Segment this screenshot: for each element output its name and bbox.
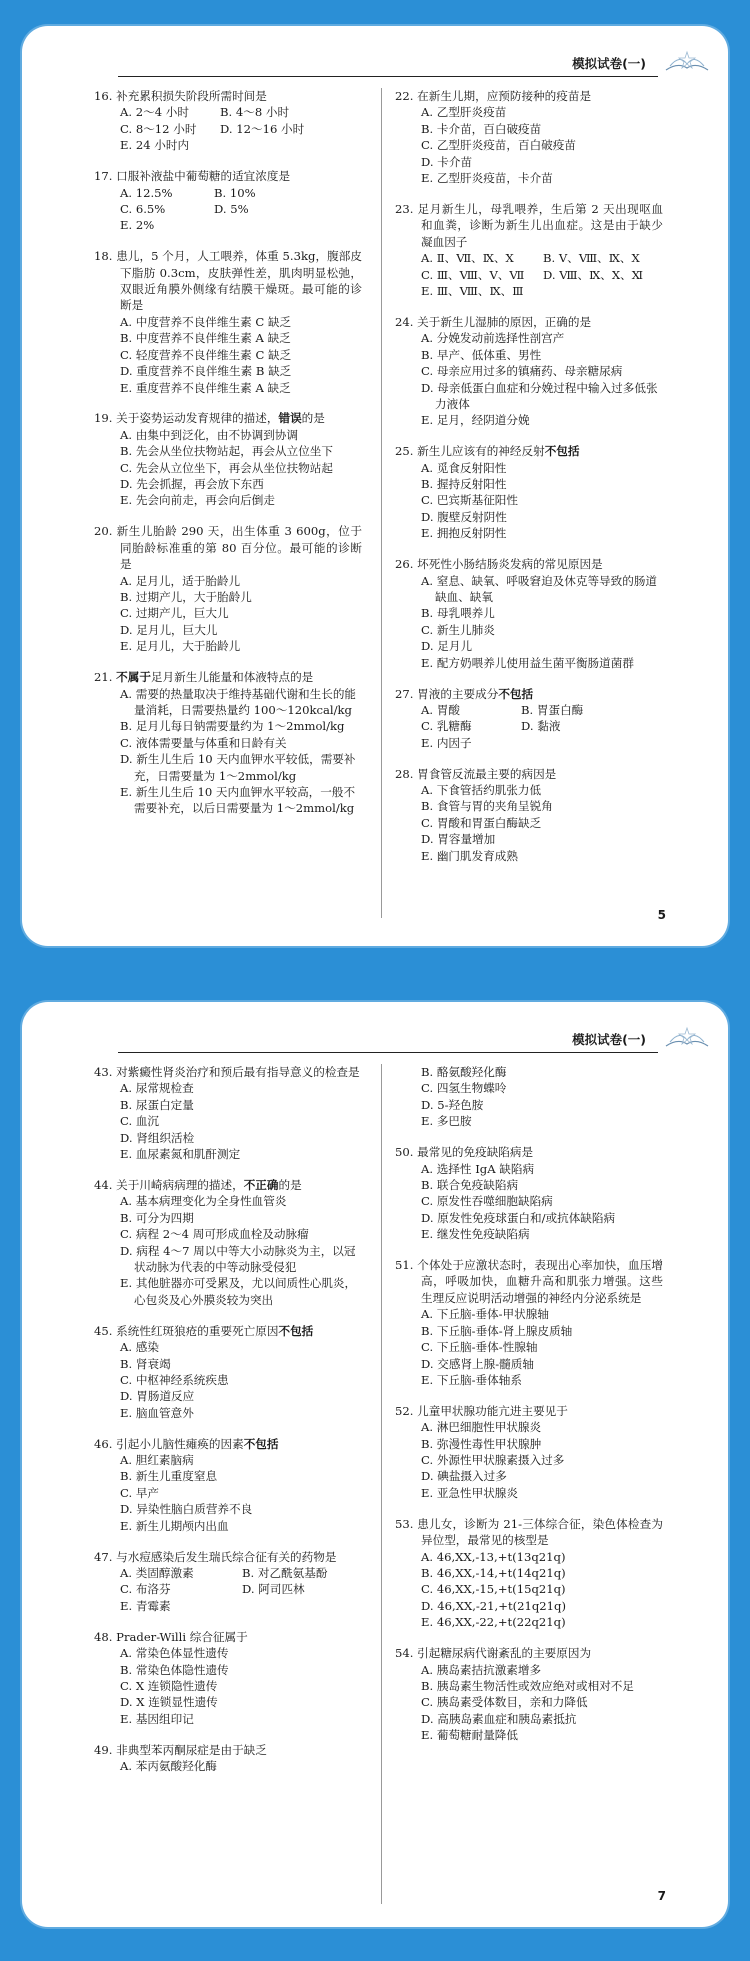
question-number: 16. bbox=[94, 89, 113, 103]
answer-options bbox=[395, 104, 663, 186]
answer-options bbox=[395, 782, 663, 864]
question-text-tail: 的是 bbox=[278, 1177, 302, 1192]
question-item bbox=[94, 410, 362, 508]
answer-option: C. 病程 2～4 周可形成血栓及动脉瘤 bbox=[120, 1227, 309, 1242]
answer-option: C. 外源性甲状腺素摄入过多 bbox=[421, 1453, 565, 1468]
answer-option: B. 46,XX,-14,+t(14q21q) bbox=[421, 1565, 566, 1580]
answer-option: B. 10% bbox=[214, 185, 256, 200]
question-number: 17. bbox=[94, 169, 113, 184]
answer-option: D. 高胰岛素血症和胰岛素抵抗 bbox=[421, 1711, 577, 1726]
answer-option: E. Ⅲ、Ⅷ、Ⅸ、Ⅲ bbox=[421, 283, 524, 298]
answer-option: D. 病程 4～7 周以中等大小动脉炎为主，以冠状动脉为代表的中等动脉受侵犯 bbox=[120, 1243, 356, 1274]
page-header bbox=[22, 52, 728, 78]
answer-option: C. 新生儿肺炎 bbox=[421, 622, 495, 637]
question-number: 24. bbox=[395, 314, 414, 329]
answer-option: A. 淋巴细胞性甲状腺炎 bbox=[421, 1420, 542, 1435]
question-stem bbox=[94, 1323, 362, 1339]
answer-options bbox=[94, 1758, 362, 1774]
answer-option: D. 胃容量增加 bbox=[421, 832, 496, 847]
answer-option: B. 可分为四期 bbox=[120, 1210, 194, 1225]
answer-option: B. 握持反射阳性 bbox=[421, 477, 507, 492]
answer-options bbox=[94, 104, 362, 153]
answer-option: C. 巴宾斯基征阳性 bbox=[421, 493, 518, 508]
answer-option: E. 拥抱反射阴性 bbox=[421, 526, 507, 541]
answer-option: A. 中度营养不良伴维生素 C 缺乏 bbox=[120, 314, 292, 329]
answer-option: B. Ⅴ、Ⅷ、Ⅸ、Ⅹ bbox=[543, 251, 640, 266]
question-number: 48. bbox=[94, 1629, 113, 1644]
answer-option: C. 乳糖酶 bbox=[421, 719, 472, 734]
answer-option: A. 由集中到泛化，由不协调到协调 bbox=[120, 427, 299, 442]
answer-option: B. 胰岛素生物活性或效应绝对或相对不足 bbox=[421, 1678, 634, 1693]
answer-option: A. 基本病理变化为全身性血管炎 bbox=[120, 1194, 287, 1209]
answer-option: E. 足月儿，大于胎龄儿 bbox=[120, 639, 241, 654]
header-title: 模拟试卷(一) bbox=[572, 1032, 646, 1047]
question-number: 19. bbox=[94, 411, 113, 426]
answer-option: C. 先会从立位坐下，再会从坐位扶物站起 bbox=[120, 460, 333, 475]
question-stem bbox=[395, 88, 663, 104]
question-number: 43. bbox=[94, 1065, 113, 1079]
answer-option: E. 内因子 bbox=[421, 735, 472, 750]
answer-option: E. 基因组印记 bbox=[120, 1711, 194, 1726]
answer-option: A. 窒息、缺氧、呼吸窘迫及休克等导致的肠道缺血、缺氧 bbox=[421, 573, 658, 604]
answer-options bbox=[94, 1339, 362, 1421]
answer-options bbox=[395, 1549, 663, 1631]
question-text: 在新生儿期，应预防接种的疫苗是 bbox=[417, 89, 592, 103]
answer-option: C. 过期产儿，巨大儿 bbox=[120, 606, 229, 621]
answer-option: C. 8～12 小时 bbox=[120, 121, 197, 136]
question-text: 新生儿胎龄 290 天，出生体重 3 600g，位于同胎龄标准重的第 80 百分位。最可能的诊断是 bbox=[116, 524, 362, 572]
answer-option: B. 先会从坐位扶物站起，再会从立位坐下 bbox=[120, 444, 333, 459]
question-stem bbox=[395, 201, 663, 250]
answer-option: C. 下丘脑-垂体-性腺轴 bbox=[421, 1340, 538, 1355]
answer-options bbox=[395, 330, 663, 428]
answer-option: B. 早产、低体重、男性 bbox=[421, 347, 542, 362]
question-text: 引起糖尿病代谢紊乱的主要原因为 bbox=[417, 1646, 592, 1661]
answer-option: A. 2～4 小时 bbox=[120, 105, 189, 120]
answer-option: B. 尿蛋白定量 bbox=[120, 1097, 194, 1112]
answer-option: D. 阿司匹林 bbox=[242, 1582, 305, 1597]
answer-option: A. 需要的热量取决于维持基础代谢和生长的能量消耗，日需要热量约 100～120kcal/kg bbox=[120, 686, 357, 717]
question-stem bbox=[395, 1516, 663, 1549]
answer-option: A. 觅食反射阳性 bbox=[421, 460, 507, 475]
answer-option: D. 黏液 bbox=[521, 719, 561, 734]
answer-option: C. X 连锁隐性遗传 bbox=[120, 1678, 218, 1693]
answer-option: D. 5-羟色胺 bbox=[421, 1097, 484, 1112]
question-item bbox=[395, 1144, 663, 1242]
question-number: 18. bbox=[94, 249, 113, 264]
question-stem bbox=[395, 1645, 663, 1661]
question-number: 52. bbox=[395, 1403, 414, 1418]
answer-option: B. 联合免疫缺陷病 bbox=[421, 1177, 519, 1192]
answer-option: E. 乙型肝炎疫苗，卡介苗 bbox=[421, 171, 553, 186]
answer-option: C. 液体需要量与体重和日龄有关 bbox=[120, 735, 287, 750]
question-number: 20. bbox=[94, 524, 113, 539]
answer-option: C. 早产 bbox=[120, 1485, 160, 1500]
answer-option: D. 肾组织活检 bbox=[120, 1130, 195, 1145]
answer-option: C. 血沉 bbox=[120, 1114, 160, 1129]
answer-option: D. X 连锁显性遗传 bbox=[120, 1695, 218, 1710]
answer-option: E. 新生儿生后 10 天内血钾水平较高，一般不需要补充，以后日需要量为 1～2mmol/kg bbox=[120, 784, 356, 816]
answer-option: C. 乙型肝炎疫苗，百白破疫苗 bbox=[421, 138, 576, 153]
question-number: 46. bbox=[94, 1436, 113, 1451]
question-stem bbox=[395, 1403, 663, 1419]
answer-option: C. 布洛芬 bbox=[120, 1582, 171, 1597]
question-text: 新生儿应该有的神经反射 bbox=[417, 444, 545, 459]
question-stem bbox=[395, 1144, 663, 1160]
answer-option: A. 46,XX,-13,+t(13q21q) bbox=[421, 1549, 566, 1564]
answer-option: E. 其他脏器亦可受累及，尤以间质性心肌炎，心包炎及心外膜炎较为突出 bbox=[120, 1276, 357, 1307]
answer-option: A. 下食管括约肌张力低 bbox=[421, 783, 542, 798]
left-column bbox=[94, 1064, 362, 1904]
question-number: 26. bbox=[395, 557, 414, 572]
question-text: 非典型苯丙酮尿症是由于缺乏 bbox=[116, 1742, 267, 1757]
question-text-tail: 足月新生儿能量和体液特点的是 bbox=[150, 670, 314, 685]
answer-option: B. 足月儿每日钠需要量约为 1～2mmol/kg bbox=[120, 719, 345, 734]
question-text-tail: 的是 bbox=[301, 411, 325, 426]
question-item bbox=[395, 1403, 663, 1501]
question-stem bbox=[395, 686, 663, 702]
answer-option: A. 常染色体显性遗传 bbox=[120, 1646, 229, 1661]
answer-option: B. 下丘脑-垂体-肾上腺皮质轴 bbox=[421, 1323, 573, 1338]
question-keyword: 不包括 bbox=[544, 444, 580, 459]
answer-option: C. 胰岛素受体数目，亲和力降低 bbox=[421, 1695, 588, 1710]
question-item bbox=[94, 1177, 362, 1308]
answer-options bbox=[395, 1419, 663, 1501]
answer-option: E. 重度营养不良伴维生素 A 缺乏 bbox=[120, 380, 291, 395]
page-header bbox=[22, 1028, 728, 1054]
answer-option: D. 交感肾上腺-髓质轴 bbox=[421, 1356, 534, 1371]
answer-option: B. 肾衰竭 bbox=[120, 1356, 171, 1371]
question-text: 儿童甲状腺功能亢进主要见于 bbox=[417, 1403, 568, 1418]
question-text: 与水痘感染后发生瑞氏综合征有关的药物是 bbox=[116, 1549, 337, 1564]
page-content bbox=[94, 88, 672, 918]
answer-option: B. 食管与胃的夹角呈锐角 bbox=[421, 799, 553, 814]
question-text: 足月新生儿，母乳喂养，生后第 2 天出现呕血和血粪，诊断为新生儿出血症。这是由于缺少凝血因子 bbox=[417, 201, 663, 249]
question-stem bbox=[94, 88, 362, 104]
question-number: 21. bbox=[94, 670, 113, 685]
page-content bbox=[94, 1064, 672, 1904]
answer-option: D. 原发性免疫球蛋白和/或抗体缺陷病 bbox=[421, 1210, 616, 1225]
answer-option: C. 中枢神经系统疾患 bbox=[120, 1372, 229, 1387]
question-text: 关于姿势运动发育规律的描述， bbox=[116, 411, 279, 426]
answer-option: E. 先会向前走，再会向后倒走 bbox=[120, 493, 275, 508]
question-item bbox=[94, 248, 362, 396]
question-number: 50. bbox=[395, 1145, 414, 1160]
answer-option: E. 血尿素氮和肌酐测定 bbox=[120, 1147, 241, 1162]
question-stem bbox=[94, 1742, 362, 1758]
question-text: 引起小儿脑性瘫痪的因素 bbox=[116, 1436, 244, 1451]
answer-option: E. 亚急性甲状腺炎 bbox=[421, 1485, 518, 1500]
question-item bbox=[395, 88, 663, 186]
question-item bbox=[94, 523, 362, 654]
question-number: 25. bbox=[395, 444, 414, 459]
question-number: 54. bbox=[395, 1646, 414, 1661]
answer-options bbox=[395, 573, 663, 671]
book-logo-icon bbox=[662, 1024, 712, 1052]
question-text: 关于川崎病病理的描述， bbox=[116, 1177, 244, 1192]
page-number: 7 bbox=[657, 1889, 666, 1903]
answer-option: A. 感染 bbox=[120, 1340, 159, 1355]
answer-option: A. 12.5% bbox=[120, 185, 173, 200]
answer-option: A. 苯丙氨酸羟化酶 bbox=[120, 1759, 217, 1774]
answer-option: B. 常染色体隐性遗传 bbox=[120, 1662, 229, 1677]
answer-option: B. 胃蛋白酶 bbox=[521, 702, 584, 717]
question-keyword: 不包括 bbox=[243, 1436, 279, 1451]
page-card-2 bbox=[22, 1002, 728, 1927]
question-text: 对紫癜性肾炎治疗和预后最有指导意义的检查是 bbox=[116, 1065, 360, 1079]
question-text: 胃液的主要成分 bbox=[417, 686, 499, 701]
answer-option: E. 葡萄糖耐量降低 bbox=[421, 1728, 518, 1743]
answer-option: C. 四氢生物蝶呤 bbox=[421, 1081, 507, 1096]
question-stem bbox=[94, 410, 362, 426]
answer-option: D. 12～16 小时 bbox=[220, 121, 305, 136]
answer-option: E. 新生儿期颅内出血 bbox=[120, 1518, 229, 1533]
question-stem bbox=[395, 443, 663, 459]
column-divider bbox=[381, 88, 382, 918]
question-stem bbox=[94, 168, 362, 184]
answer-option: E. 脑血管意外 bbox=[120, 1405, 194, 1420]
answer-option: D. 异染性脑白质营养不良 bbox=[120, 1502, 253, 1517]
question-text: 坏死性小肠结肠炎发病的常见原因是 bbox=[417, 557, 603, 572]
question-text: 患儿女，诊断为 21-三体综合征，染色体检查为异位型，最常见的核型是 bbox=[417, 1516, 664, 1548]
question-stem bbox=[395, 556, 663, 572]
answer-option: C. Ⅲ、Ⅷ、Ⅴ、Ⅶ bbox=[421, 267, 525, 282]
question-item bbox=[395, 1064, 663, 1130]
question-stem bbox=[94, 248, 362, 314]
question-stem bbox=[94, 1064, 362, 1080]
question-text: 补充累积损失阶段所需时间是 bbox=[116, 89, 267, 103]
question-stem bbox=[94, 1177, 362, 1193]
question-stem bbox=[395, 314, 663, 330]
answer-option: D. 重度营养不良伴维生素 B 缺乏 bbox=[120, 364, 292, 379]
answer-option: A. 下丘脑-垂体-甲状腺轴 bbox=[421, 1307, 549, 1322]
question-item bbox=[395, 766, 663, 864]
page-number: 5 bbox=[657, 908, 666, 922]
answer-options bbox=[395, 460, 663, 542]
answer-option: A. 胆红素脑病 bbox=[120, 1453, 194, 1468]
question-item bbox=[395, 314, 663, 429]
answer-options bbox=[94, 1645, 362, 1727]
answer-option: D. 5% bbox=[214, 201, 249, 216]
answer-option: E. 幽门肌发育成熟 bbox=[421, 848, 518, 863]
question-item bbox=[94, 1629, 362, 1727]
answer-options bbox=[94, 185, 362, 234]
question-item bbox=[395, 201, 663, 299]
question-number: 51. bbox=[395, 1258, 414, 1273]
question-stem bbox=[94, 669, 362, 685]
question-text: 系统性红斑狼疮的重要死亡原因 bbox=[116, 1323, 279, 1338]
answer-option: D. 腹壁反射阴性 bbox=[421, 509, 507, 524]
question-stem bbox=[395, 1257, 663, 1306]
answer-option: E. 2% bbox=[120, 218, 155, 233]
answer-option: E. 24 小时内 bbox=[120, 138, 190, 153]
answer-option: E. 配方奶喂养儿使用益生菌平衡肠道菌群 bbox=[421, 655, 634, 670]
answer-options bbox=[395, 1306, 663, 1388]
answer-option: A. 胃酸 bbox=[421, 702, 460, 717]
question-number: 22. bbox=[395, 89, 414, 103]
question-item bbox=[395, 1516, 663, 1631]
question-keyword: 错误 bbox=[278, 411, 302, 426]
right-column bbox=[395, 1064, 663, 1904]
question-text: 个体处于应激状态时，表现出心率加快，血压增高，呼吸加快，血糖升高和肌张力增强。这些生理反应说明活动增强的神经内分泌系统是 bbox=[417, 1258, 663, 1305]
answer-options bbox=[94, 1080, 362, 1162]
answer-option: A. 分娩发动前选择性剖宫产 bbox=[421, 331, 565, 346]
question-item bbox=[94, 88, 362, 154]
answer-option: E. 46,XX,-22,+t(22q21q) bbox=[421, 1615, 566, 1630]
header-title: 模拟试卷(一) bbox=[572, 56, 646, 71]
question-text: 口服补液盐中葡萄糖的适宜浓度是 bbox=[116, 169, 291, 184]
question-item bbox=[395, 443, 663, 541]
question-stem bbox=[94, 1549, 362, 1565]
question-stem bbox=[94, 1629, 362, 1645]
question-text: 胃食管反流最主要的病因是 bbox=[417, 766, 557, 781]
header-rule bbox=[118, 1052, 658, 1053]
question-keyword: 不正确 bbox=[243, 1177, 279, 1192]
answer-option: C. 轻度营养不良伴维生素 C 缺乏 bbox=[120, 347, 292, 362]
answer-options bbox=[94, 1565, 362, 1614]
question-item bbox=[395, 1645, 663, 1743]
question-item bbox=[94, 1323, 362, 1421]
question-item bbox=[395, 686, 663, 752]
answer-option: D. 碘盐摄入过多 bbox=[421, 1469, 507, 1484]
answer-option: A. 选择性 IgA 缺陷病 bbox=[421, 1161, 535, 1176]
question-item bbox=[94, 1436, 362, 1534]
answer-options bbox=[94, 573, 362, 655]
page-card-1 bbox=[22, 26, 728, 946]
answer-options bbox=[94, 1452, 362, 1534]
answer-option: B. 对乙酰氨基酚 bbox=[242, 1565, 328, 1580]
answer-option: C. 原发性吞噬细胞缺陷病 bbox=[421, 1194, 553, 1209]
answer-option: D. 新生儿生后 10 天内血钾水平较低，需要补充，日需要量为 1～2mmol/kg bbox=[120, 752, 356, 783]
answer-option: E. 下丘脑-垂体轴系 bbox=[421, 1372, 522, 1387]
answer-option: D. 先会抓握，再会放下东西 bbox=[120, 477, 264, 492]
question-text: 关于新生儿湿肺的原因，正确的是 bbox=[417, 314, 592, 329]
question-stem bbox=[94, 1436, 362, 1452]
answer-option: B. 中度营养不良伴维生素 A 缺乏 bbox=[120, 331, 291, 346]
answer-option: C. 母亲应用过多的镇痛药、母亲糖尿病 bbox=[421, 364, 623, 379]
answer-options bbox=[94, 1193, 362, 1308]
question-text: Prader-Willi 综合征属于 bbox=[116, 1629, 248, 1644]
answer-option: B. 酪氨酸羟化酶 bbox=[421, 1065, 507, 1079]
answer-options bbox=[94, 427, 362, 509]
question-text: 最常见的免疫缺陷病是 bbox=[417, 1145, 534, 1160]
question-number: 53. bbox=[395, 1516, 414, 1531]
answer-option: B. 卡介苗，百白破疫苗 bbox=[421, 121, 542, 136]
question-item bbox=[94, 1549, 362, 1615]
answer-options bbox=[395, 1161, 663, 1243]
answer-option: A. 乙型肝炎疫苗 bbox=[421, 105, 507, 120]
answer-option: D. 足月儿，巨大儿 bbox=[120, 622, 218, 637]
answer-option: D. 足月儿 bbox=[421, 639, 473, 654]
answer-options bbox=[395, 1662, 663, 1744]
question-stem bbox=[395, 766, 663, 782]
question-text: 患儿，5 个月，人工喂养，体重 5.3kg，腹部皮下脂肪 0.3cm，皮肤弹性差，肌肉明显松弛，双眼近角膜外侧缘有结膜干燥斑。最可能的诊断是 bbox=[116, 249, 362, 313]
right-column bbox=[395, 88, 663, 918]
answer-option: C. 46,XX,-15,+t(15q21q) bbox=[421, 1582, 566, 1597]
answer-option: C. 胃酸和胃蛋白酶缺乏 bbox=[421, 815, 542, 830]
left-column bbox=[94, 88, 362, 918]
answer-option: D. 胃肠道反应 bbox=[120, 1389, 195, 1404]
answer-option: E. 继发性免疫缺陷病 bbox=[421, 1227, 530, 1242]
question-number: 28. bbox=[395, 766, 414, 781]
question-number: 45. bbox=[94, 1323, 113, 1338]
question-item bbox=[94, 669, 362, 817]
answer-option: B. 弥漫性毒性甲状腺肿 bbox=[421, 1436, 542, 1451]
header-rule bbox=[118, 76, 658, 77]
answer-option: D. 46,XX,-21,+t(21q21q) bbox=[421, 1598, 567, 1613]
answer-option: A. 胰岛素拮抗激素增多 bbox=[421, 1662, 542, 1677]
answer-option: A. 尿常规检查 bbox=[120, 1081, 194, 1096]
question-item bbox=[395, 1257, 663, 1388]
answer-option: B. 过期产儿，大于胎龄儿 bbox=[120, 589, 252, 604]
answer-option: A. Ⅱ、Ⅶ、Ⅸ、Ⅹ bbox=[421, 251, 514, 266]
answer-options bbox=[395, 250, 663, 299]
question-keyword: 不包括 bbox=[498, 686, 534, 701]
answer-option: E. 青霉素 bbox=[120, 1598, 171, 1613]
question-number: 27. bbox=[395, 686, 414, 701]
answer-option: A. 足月儿，适于胎龄儿 bbox=[120, 573, 241, 588]
question-number: 44. bbox=[94, 1177, 113, 1192]
answer-option: D. 母亲低蛋白血症和分娩过程中输入过多低张力液体 bbox=[421, 380, 658, 411]
question-number: 47. bbox=[94, 1549, 113, 1564]
question-item bbox=[94, 1064, 362, 1162]
question-item bbox=[94, 168, 362, 234]
answer-option: A. 类固醇激素 bbox=[120, 1565, 194, 1580]
book-logo-icon bbox=[662, 48, 712, 76]
answer-option: E. 多巴胺 bbox=[421, 1114, 472, 1129]
question-number: 23. bbox=[395, 201, 414, 216]
column-divider bbox=[381, 1064, 382, 1904]
answer-option: C. 6.5% bbox=[120, 201, 166, 216]
answer-option: E. 足月，经阴道分娩 bbox=[421, 413, 530, 428]
answer-options bbox=[94, 314, 362, 396]
question-item bbox=[395, 556, 663, 671]
question-keyword: 不包括 bbox=[278, 1323, 314, 1338]
answer-options bbox=[94, 686, 362, 817]
question-stem bbox=[94, 523, 362, 572]
question-keyword: 不属于 bbox=[116, 670, 151, 685]
question-item bbox=[94, 1742, 362, 1775]
answer-option: D. Ⅷ、Ⅸ、Ⅹ、Ⅺ bbox=[543, 267, 643, 282]
answer-option: B. 新生儿重度窒息 bbox=[120, 1469, 218, 1484]
answer-option: D. 卡介苗 bbox=[421, 154, 473, 169]
answer-options bbox=[395, 702, 663, 751]
question-number: 49. bbox=[94, 1742, 113, 1757]
answer-option: B. 4～8 小时 bbox=[220, 105, 290, 120]
answer-option: B. 母乳喂养儿 bbox=[421, 606, 495, 621]
answer-options bbox=[395, 1064, 663, 1130]
